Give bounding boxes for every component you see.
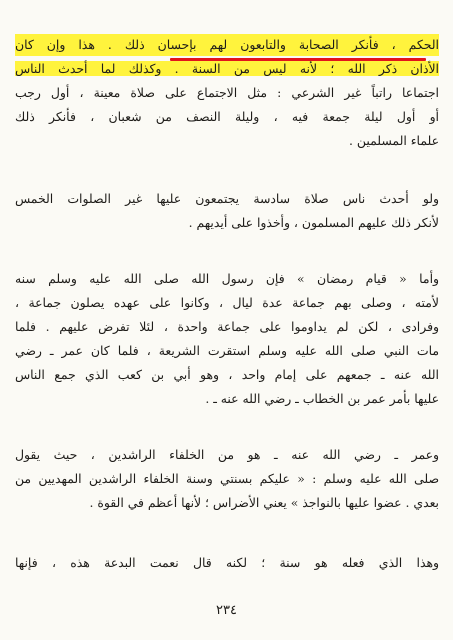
text-line: لأنكر ذلك عليهم المسلمون ، وأخذوا على أيديهم . xyxy=(188,215,439,230)
text-line: الحكم ، فأنكر الصحابة والتابعون لهم بإحسان ذلك . هذا وإن كان xyxy=(15,34,439,56)
text-line: وفرادى ، لكن لم يداوموا على جماعة واحدة ، لئلا تفرض عليهم . فلما xyxy=(15,319,439,334)
text-line: عليها بأمر عمر بن الخطاب ـ رضي الله عنه ـ . xyxy=(205,391,439,406)
highlighted-segment: الأذان ذكر الله ؛ لأنه ليس من السنة . وكذلك لما أحدث الناس xyxy=(15,61,439,76)
text-line: لأمته ، وصلى بهم جماعة عدة ليال ، وكانوا على عهده يصلون جماعة ، xyxy=(15,295,439,310)
page-number: ٢٣٤ xyxy=(216,603,237,618)
text-line: ولو أحدث ناس صلاة سادسة يجتمعون عليها غير الصلوات الخمس xyxy=(15,191,439,206)
text-line: مات النبي صلى الله عليه وسلم استقرت الشريعة ، فلما كان عمر ـ رضي xyxy=(15,343,439,358)
text-line: اجتماعا راتباً غير الشرعي : مثل الاجتماع على صلاة معينة ، أول رجب xyxy=(15,85,439,100)
text-line xyxy=(15,58,439,80)
text-line: وهذا الذي فعله هو سنة ؛ لكنه قال نعمت البدعة هذه ، فإنها xyxy=(15,555,439,570)
text-line: وأما « قيام رمضان » فإن رسول الله صلى الله عليه وسلم سنه xyxy=(15,271,439,286)
red-underline-mark xyxy=(170,58,426,61)
text-line: الله عنه ـ جمعهم على إمام واحد ، وهو أبي بن كعب الذي جمع الناس xyxy=(15,367,439,382)
text-line: بعدي . عضوا عليها بالنواجذ » يعني الأضراس ؛ لأنها أعظم في القوة . xyxy=(89,495,439,510)
text-line: وعمر ـ رضي الله عنه ـ هو من الخلفاء الراشدين ، حيث يقول xyxy=(15,447,439,462)
text-line: صلى الله عليه وسلم : « عليكم بسنتي وسنة الخلفاء الراشدين المهديين من xyxy=(15,471,439,486)
text-line: علماء المسلمين . xyxy=(349,133,439,148)
text-line: أو أول ليلة جمعة فيه ، وليلة النصف من شعبان ، فأنكر ذلك xyxy=(15,109,439,124)
